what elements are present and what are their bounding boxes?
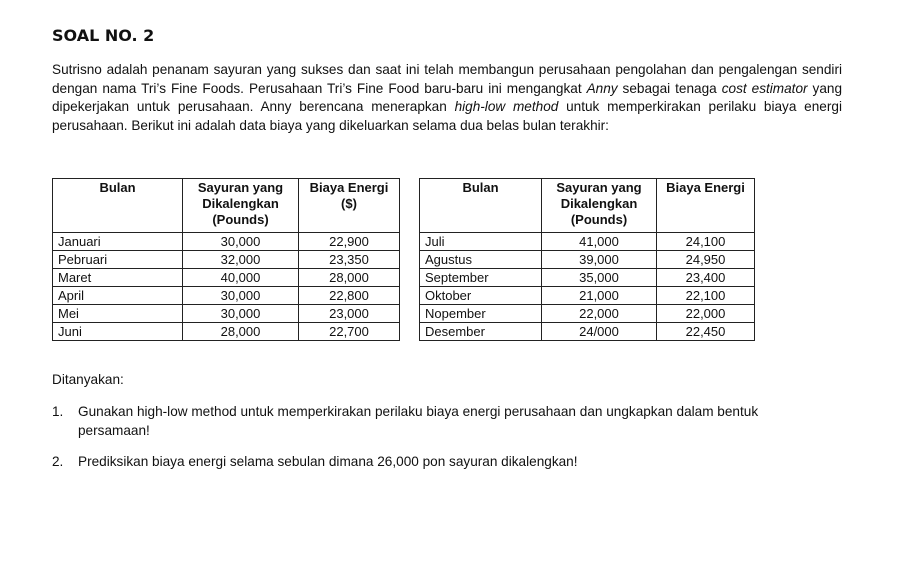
- table-row: [53, 251, 400, 269]
- table-row: [53, 287, 400, 305]
- table-row: [420, 287, 755, 305]
- cell-cost: 22,800: [299, 287, 400, 305]
- intro-paragraph: [52, 61, 842, 135]
- intro-cost-estimator: cost estimator: [721, 80, 808, 96]
- cell-cost: 22,450: [657, 323, 755, 341]
- table-row: [53, 305, 400, 323]
- table-row: [53, 323, 400, 341]
- cell-pounds: 30,000: [183, 305, 299, 323]
- question-number: 1.: [52, 404, 64, 419]
- cell-month: Nopember: [420, 305, 542, 323]
- cell-cost: 23,350: [299, 251, 400, 269]
- question-item: [52, 452, 832, 471]
- table-row: [420, 305, 755, 323]
- cell-month: Oktober: [420, 287, 542, 305]
- cell-month: Januari: [53, 233, 183, 251]
- cell-cost: 22,100: [657, 287, 755, 305]
- cell-pounds: 30,000: [183, 233, 299, 251]
- cell-month: Juli: [420, 233, 542, 251]
- table-row: [53, 269, 400, 287]
- table-row: [420, 251, 755, 269]
- cell-cost: 23,400: [657, 269, 755, 287]
- cell-cost: 22,700: [299, 323, 400, 341]
- header-sayuran: Sayuran yang Dikalengkan (Pounds): [542, 179, 657, 233]
- cell-cost: 24,950: [657, 251, 755, 269]
- cell-month: Desember: [420, 323, 542, 341]
- intro-text-4: untuk memperkirakan perilaku biaya energi perusahaan. Berikut ini adalah data biaya yang dikeluarkan selama dua belas bulan terakhir:: [52, 99, 842, 133]
- table-row: [420, 233, 755, 251]
- cell-pounds: 32,000: [183, 251, 299, 269]
- cell-pounds: 28,000: [183, 323, 299, 341]
- intro-anny: Anny: [586, 80, 618, 96]
- cell-month: Juni: [53, 323, 183, 341]
- cell-pounds: 40,000: [183, 269, 299, 287]
- cell-pounds: 22,000: [542, 305, 657, 323]
- cell-pounds: 35,000: [542, 269, 657, 287]
- header-sayuran: Sayuran yang Dikalengkan (Pounds): [183, 179, 299, 233]
- header-bulan: Bulan: [420, 179, 542, 233]
- cell-cost: 22,000: [657, 305, 755, 323]
- cell-month: Maret: [53, 269, 183, 287]
- question-number: 2.: [52, 454, 64, 469]
- cell-cost: 24,100: [657, 233, 755, 251]
- cell-pounds: 21,000: [542, 287, 657, 305]
- question-text: Prediksikan biaya energi selama sebulan dimana 26,000 pon sayuran dikalengkan!: [78, 454, 578, 469]
- table-jul-dec: [419, 178, 755, 341]
- table-row: [420, 269, 755, 287]
- cell-cost: 28,000: [299, 269, 400, 287]
- ditanyakan-label: Ditanyakan:: [52, 372, 124, 387]
- cell-pounds: 41,000: [542, 233, 657, 251]
- intro-text-3: yang dipekerjakan untuk perusahaan. Anny berencana menerapkan: [52, 80, 843, 115]
- cell-cost: 22,900: [299, 233, 400, 251]
- intro-text-2: sebagai tenaga: [617, 80, 722, 96]
- question-text: Gunakan high-low method untuk memperkirakan perilaku biaya energi perusahaan dan ungkapkan dalam bentuk persamaan!: [78, 404, 759, 438]
- table-row: [420, 323, 755, 341]
- cell-month: Mei: [53, 305, 183, 323]
- cell-pounds: 24/000: [542, 323, 657, 341]
- cell-pounds: 30,000: [183, 287, 299, 305]
- header-biaya: Biaya Energi: [657, 179, 755, 233]
- cell-month: Pebruari: [53, 251, 183, 269]
- intro-high-low: high-low method: [454, 99, 559, 115]
- cell-pounds: 39,000: [542, 251, 657, 269]
- header-bulan: Bulan: [53, 179, 183, 233]
- cell-month: April: [53, 287, 183, 305]
- question-item: [52, 402, 832, 440]
- page-title: SOAL NO. 2: [52, 26, 155, 45]
- header-biaya: Biaya Energi ($): [299, 179, 400, 233]
- cell-cost: 23,000: [299, 305, 400, 323]
- table-jan-jun: [52, 178, 400, 341]
- intro-text-1: Sutrisno adalah penanam sayuran yang sukses dan saat ini telah membangun perusahaan pengolahan dan pengalengan sendiri dengan nama Tri’s Fine Foods. Perusahaan Tri’s Fine Food baru-baru ini mengangkat: [52, 62, 842, 96]
- cell-month: September: [420, 269, 542, 287]
- cell-month: Agustus: [420, 251, 542, 269]
- table-row: [53, 233, 400, 251]
